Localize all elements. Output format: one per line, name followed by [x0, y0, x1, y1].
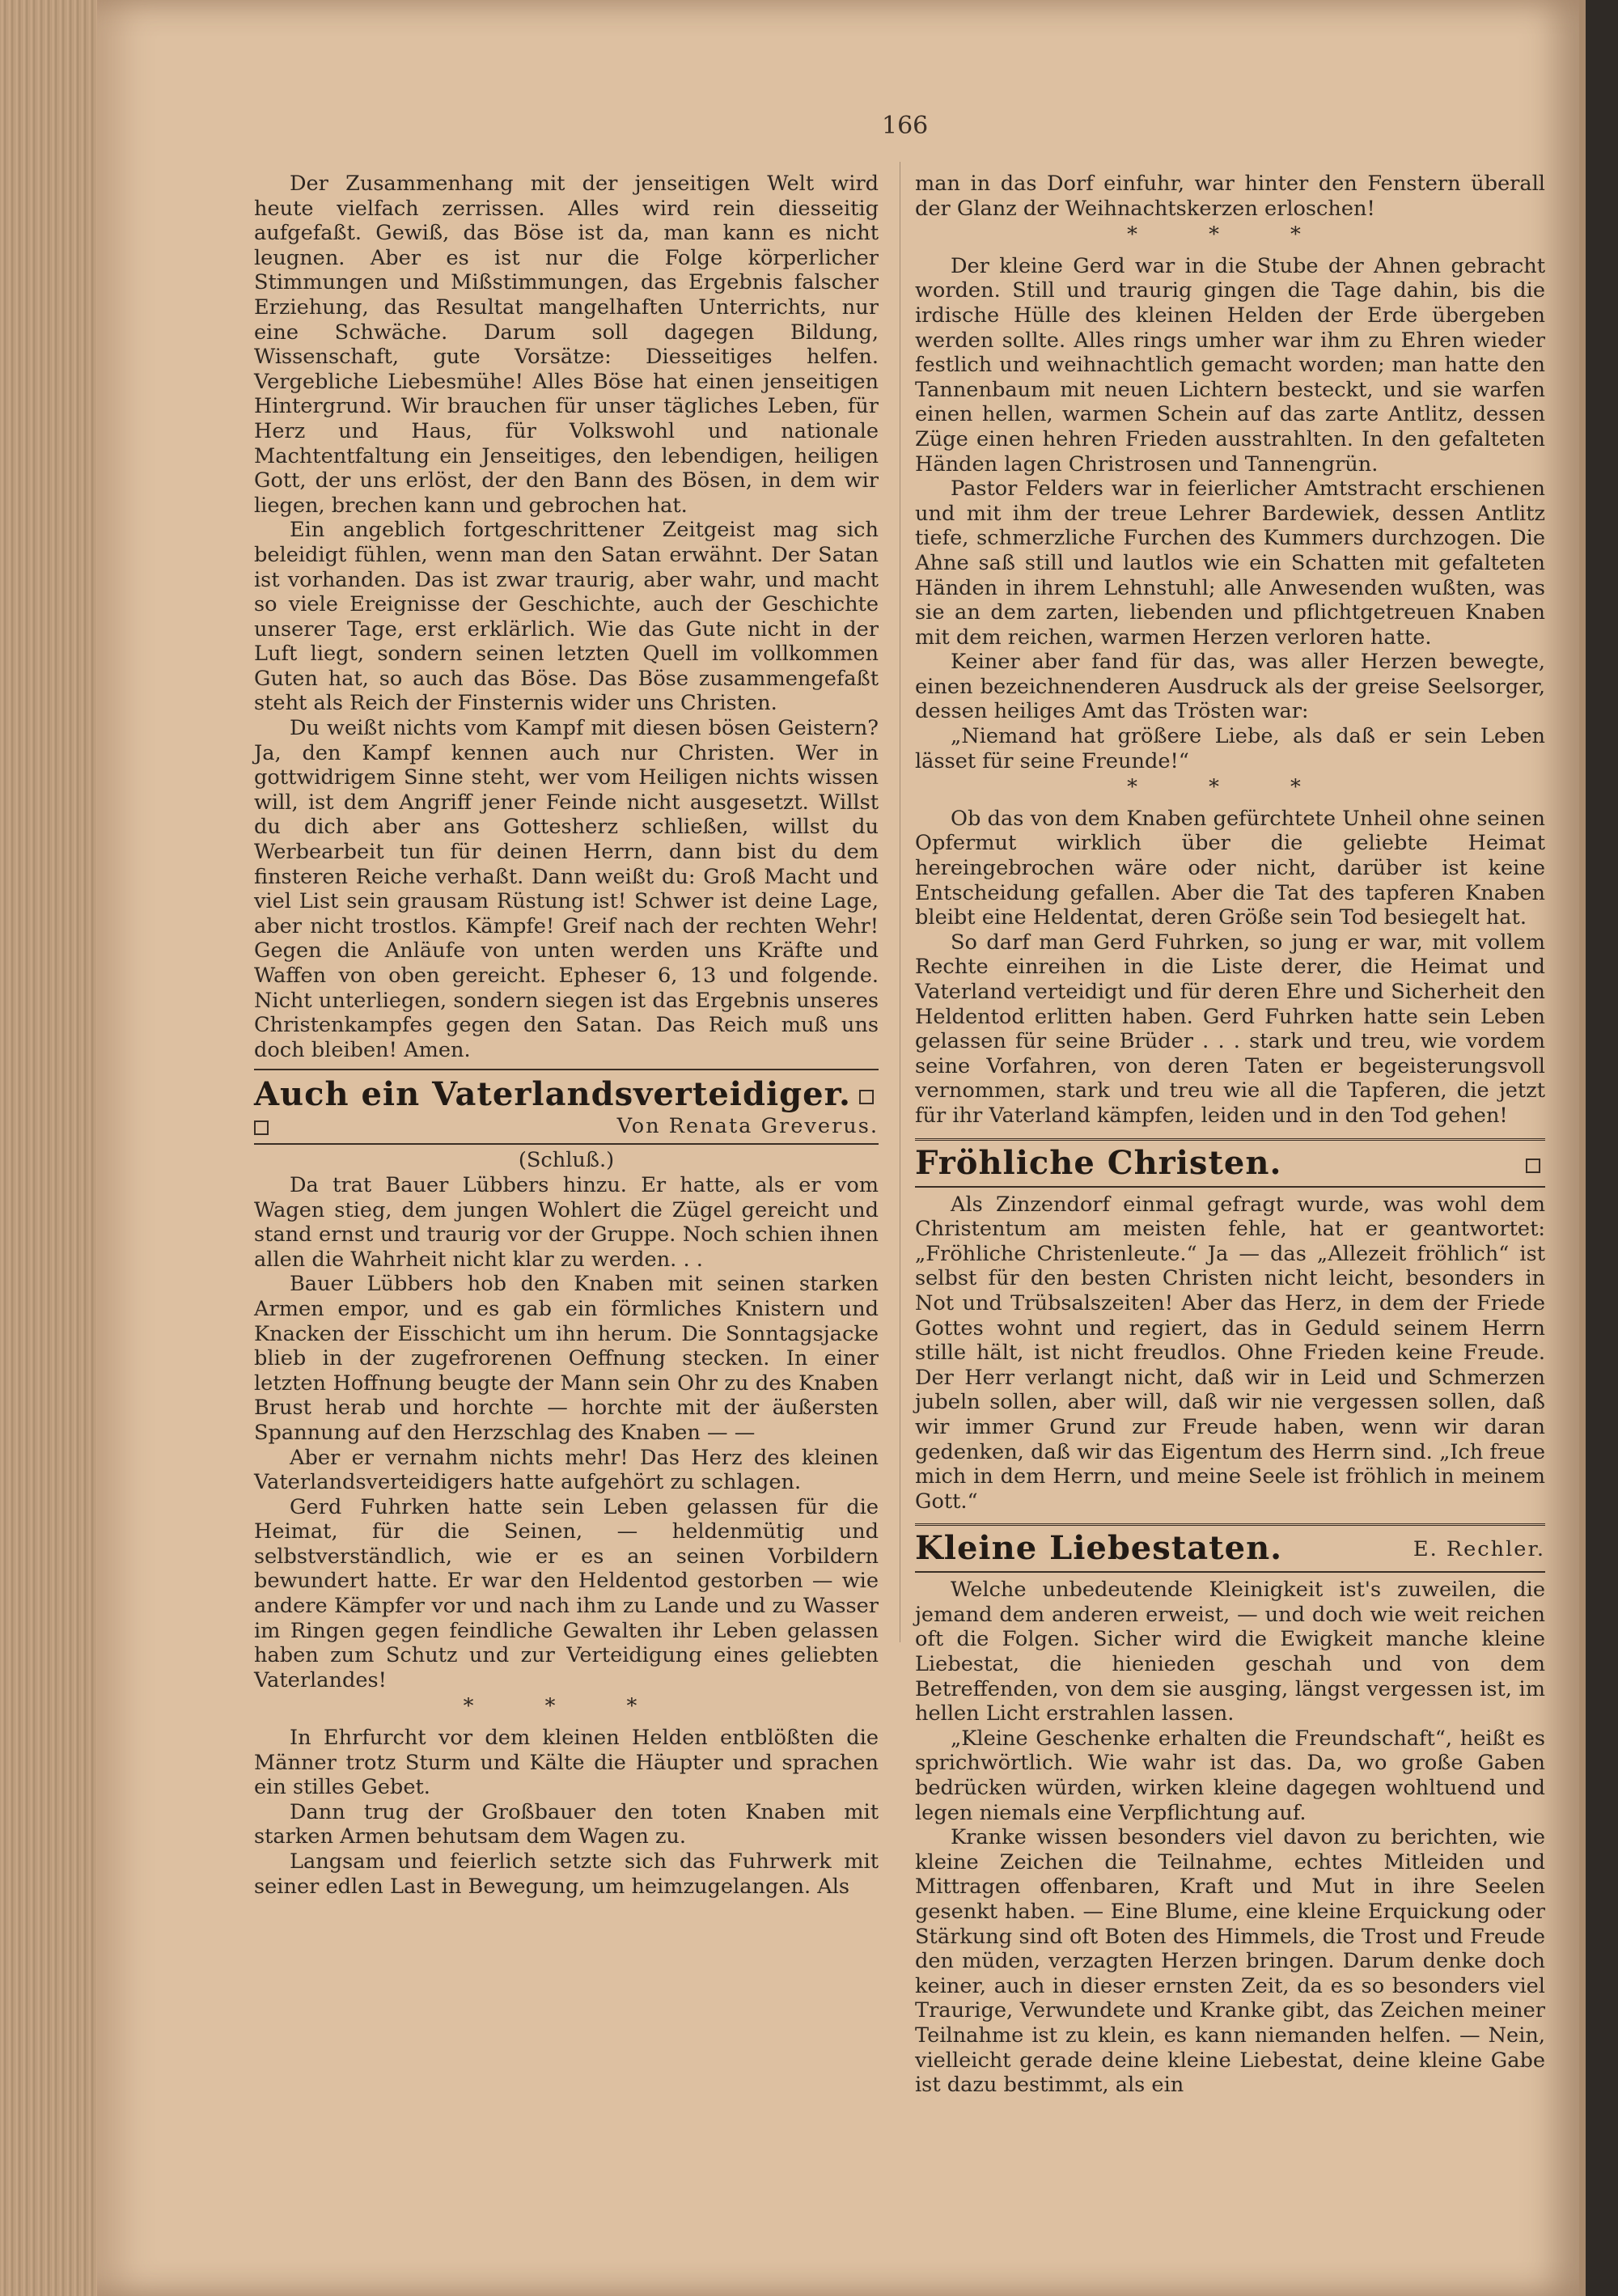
quote: „Niemand hat größere Liebe, als daß er sein Leben lässet für seine Freunde!“: [915, 724, 1545, 773]
section-title: Fröhliche Christen.: [915, 1143, 1282, 1182]
ornament-box-icon: [1526, 1159, 1540, 1173]
article-author: Von Renata Greverus.: [616, 1114, 879, 1139]
section-rule: [254, 1143, 879, 1145]
section-header: [915, 1144, 1545, 1183]
section-rule: [915, 1186, 1545, 1188]
paragraph: Kranke wissen besonders viel davon zu berichten, wie kleine Zeichen die Teilnahme, echtes Mitleiden und Mittragen offenbaren, Kraft und Mut in ihre Seelen gesenkt haben. — Eine Blume, eine kleine Erquickung oder Stärkung sind oft Boten des Himmels, die Trost und Freude den müden, verzagten Herzen bringen. Darum denke doch keiner, auch in dieser ernsten Zeit, da es so besonders viel Traurige, Verwundete und Kranke gibt, das Zeichen meiner Teilnahme ist zu klein, es kann niemanden helfen. — Nein, vielleicht gerade deine kleine Liebestat, deine kleine Gabe ist dazu bestimmt, als ein: [915, 1825, 1545, 2098]
paragraph: Der Zusammenhang mit der jenseitigen Welt wird heute vielfach zerrissen. Alles wird rein diesseitig aufgefaßt. Gewiß, das Böse ist da, man kann es nicht leugnen. Aber es ist nur die Folge körperlicher Stimmungen und Mißstimmungen, das Ergebnis falscher Erziehung, das Resultat mangelhaften Unterrichts, nur eine Schwäche. Darum soll dagegen Bildung, Wissenschaft, gute Vorsätze: Diesseitiges helfen. Vergebliche Liebesmühe! Alles Böse hat einen jenseitigen Hintergrund. Wir brauchen für unser tägliches Leben, für Herz und Haus, für Volkswohl und nationale Machtentfaltung ein Jenseitiges, den lebendigen, heiligen Gott, der uns erlöst, der den Bann des Bösen, in dem wir liegen, brechen kann und gebrochen hat.: [254, 172, 879, 518]
section-header: [915, 1529, 1545, 1568]
ornament-box-icon: [859, 1090, 874, 1104]
paragraph: So darf man Gerd Fuhrken, so jung er war, mit vollem Rechte einreihen in die Liste derer, die Heimat und Vaterland verteidigt und für deren Ehre und Sicherheit den Heldentod erlitten haben. Gerd Fuhrken hatte sein Leben gelassen für seine Brüder . . . stark und treu, wie vordem seine Vorfahren, von deren Taten er begeisterungsvoll vernommen, stark und treu wie all die Tapferen, die jetzt für ihr Vaterland kämpfen, leiden und in den Tod gehen!: [915, 930, 1545, 1128]
left-column: [254, 172, 879, 1899]
paragraph: Gerd Fuhrken hatte sein Leben gelassen für die Heimat, für die Seinen, — heldenmütig und selbstverständlich, wie er es an seinen Vorbildern bewundert hatte. Er war den Heldentod gestorben — wie andere Kämpfer vor und nach ihm zu Lande und zu Wasser im Ringen gegen feindliche Gewalten ihr Leben gelassen haben zum Schutz und zur Verteidigung eines geliebten Vaterlandes!: [254, 1494, 879, 1692]
section-rule: [915, 1138, 1545, 1141]
paragraph: Langsam und feierlich setzte sich das Fuhrwerk mit seiner edlen Last in Bewegung, um heimzugelangen. Als: [254, 1849, 879, 1899]
paragraph: man in das Dorf einfuhr, war hinter den Fenstern überall der Glanz der Weihnachtskerzen erloschen!: [915, 172, 1545, 221]
section-title: Kleine Liebestaten.: [915, 1529, 1283, 1568]
paragraph: Aber er vernahm nichts mehr! Das Herz des kleinen Vaterlandsverteidigers hatte aufgehört zu schlagen.: [254, 1445, 879, 1495]
section-stars: * * *: [463, 1694, 670, 1719]
article-title: Auch ein Vaterlandsverteidiger.: [254, 1075, 851, 1114]
section-rule: [915, 1523, 1545, 1526]
article-header: [254, 1075, 879, 1114]
conclusion-label: (Schluß.): [518, 1148, 615, 1173]
ornament-box-icon: [254, 1120, 269, 1135]
paragraph: Ein angeblich fortgeschrittener Zeitgeist mag sich beleidigt fühlen, wenn man den Satan erwähnt. Der Satan ist vorhanden. Das ist zwar traurig, aber wahr, und macht so viele Ereignisse der Geschichte, auch der Geschichte unserer Tage, erst erklärlich. Wie das Gute nicht in der Luft liegt, sondern seinen letzten Quell im vollkommen Guten hat, so auch das Böse. Das Böse zusammengefaßt steht als Reich der Finsternis wider uns Christen.: [254, 518, 879, 716]
paragraph: Bauer Lübbers hob den Knaben mit seinen starken Armen empor, und es gab ein förmliches Knistern und Knacken der Eisschicht um ihn herum. Die Sonntagsjacke blieb in der zugefrorenen Oeffnung stecken. In einer letzten Hoffnung beugte der Mann sein Ohr zu des Knaben Brust herab und horchte — horchte mit der äußersten Spannung auf den Herzschlag des Knaben — —: [254, 1272, 879, 1445]
right-column: [915, 172, 1545, 2098]
section-rule: [254, 1069, 879, 1070]
paragraph: Da trat Bauer Lübbers hinzu. Er hatte, als er vom Wagen stieg, dem jungen Wohlert die Zügel gereicht und stand ernst und traurig vor der Gruppe. Noch schien ihnen allen die Wahrheit nicht klar zu werden. . .: [254, 1172, 879, 1272]
section-stars: * * *: [1127, 222, 1333, 248]
page-number: 166: [882, 112, 929, 140]
paragraph: Keiner aber fand für das, was aller Herzen bewegte, einen bezeichnenderen Ausdruck als der greise Seelsorger, dessen heiliges Amt das Trösten war:: [915, 650, 1545, 724]
paragraph: „Kleine Geschenke erhalten die Freundschaft“, heißt es sprichwörtlich. Wie wahr ist das. Da, wo große Gaben bedrücken würden, wirken kleine dagegen wohltuend und legen niemals eine Verpflichtung auf.: [915, 1726, 1545, 1825]
paragraph: Welche unbedeutende Kleinigkeit ist's zuweilen, die jemand dem anderen erweist, — und doch wie weit reichen oft die Folgen. Sicher wird die Ewigkeit manche kleine Liebestat, die hienieden geschah und von dem Betreffenden, von dem sie ausging, längst vergessen ist, im hellen Licht erstrahlen lassen.: [915, 1578, 1545, 1726]
paragraph: Du weißt nichts vom Kampf mit diesen bösen Geistern? Ja, den Kampf kennen auch nur Christen. Wer in gottwidrigem Sinne steht, wer vom Heiligen nichts wissen will, ist dem Angriff jener Feinde nicht ausgesetzt. Willst du dich aber ans Gottesherz schließen, willst du Werbearbeit tun für deinen Herrn, dann bist du dem finsteren Reiche verhaßt. Dann weißt du: Groß Macht und viel List sein grausam Rüstung ist! Schwer ist deine Lage, aber nicht trostlos. Kämpfe! Greif nach der rechten Wehr! Gegen die Anläufe von unten werden uns Kräfte und Waffen von oben gereicht. Epheser 6, 13 und folgende. Nicht unterliegen, sondern siegen ist das Ergebnis unseres Christenkampfes gegen den Satan. Das Reich muß uns doch bleiben! Amen.: [254, 716, 879, 1062]
paragraph: Pastor Felders war in feierlicher Amtstracht erschienen und mit ihm der treue Lehrer Bardewiek, dessen Antlitz tiefe, schmerzliche Furchen des Kummers durchzogen. Die Ahne saß still und lautlos wie ein Schatten mit gefalteten Händen in ihrem Lehnstuhl; alle Anwesenden wußten, was sie an dem zarten, liebenden und pflichtgetreuen Knaben mit dem reichen, warmen Herzen verloren hatte.: [915, 477, 1545, 650]
section-rule: [915, 1571, 1545, 1573]
paragraph: In Ehrfurcht vor dem kleinen Helden entblößten die Männer trotz Sturm und Kälte die Häupter und sprachen ein stilles Gebet.: [254, 1726, 879, 1800]
paragraph: Dann trug der Großbauer den toten Knaben mit starken Armen behutsam dem Wagen zu.: [254, 1799, 879, 1849]
section-stars: * * *: [1127, 775, 1333, 800]
book-page-edges-left: [0, 0, 105, 2296]
paragraph: Ob das von dem Knaben gefürchtete Unheil ohne seinen Opfermut wirklich über die geliebte Heimat hereingebrochen wäre oder nicht, darüber ist keine Entscheidung gefallen. Aber die Tat des tapferen Knaben bleibt eine Heldentat, deren Größe sein Tod besiegelt hat.: [915, 806, 1545, 930]
paragraph: Als Zinzendorf einmal gefragt wurde, was wohl dem Christentum am meisten fehle, hat er geantwortet: „Fröhliche Christenleute.“ Ja — das „Allezeit fröhlich“ ist selbst für den besten Christen nicht leicht, besonders in Not und Trübsalszeiten! Aber das Herz, in dem der Friede Gottes wohnt und regiert, das in Geduld seinem Herrn stille hält, ist nicht freudlos. Ohne Frieden keine Freude. Der Herr verlangt nicht, daß wir in Leid und Schmerzen jubeln sollen, aber will, daß wir nie vergessen sollen, daß wir immer Grund zur Freude haben, wenn wir daran gedenken, daß wir das Eigentum des Herrn sind. „Ich freue mich in dem Herrn, und meine Seele ist fröhlich in meinem Gott.“: [915, 1192, 1545, 1514]
paragraph: Der kleine Gerd war in die Stube der Ahnen gebracht worden. Still und traurig gingen die Tage dahin, bis die irdische Hülle des kleinen Helden der Erde übergeben werden sollte. Alles rings umher war ihm zu Ehren wieder festlich und weihnachtlich gemacht worden; man hatte den Tannenbaum mit neuen Lichtern besteckt, und sie warfen einen hellen, warmen Schein auf das zarte Antlitz, dessen Züge einen hehren Frieden ausstrahlten. In den gefalteten Händen lagen Christrosen und Tannengrün.: [915, 253, 1545, 477]
section-author: E. Rechler.: [1413, 1537, 1545, 1562]
article-byline: [254, 1114, 879, 1140]
